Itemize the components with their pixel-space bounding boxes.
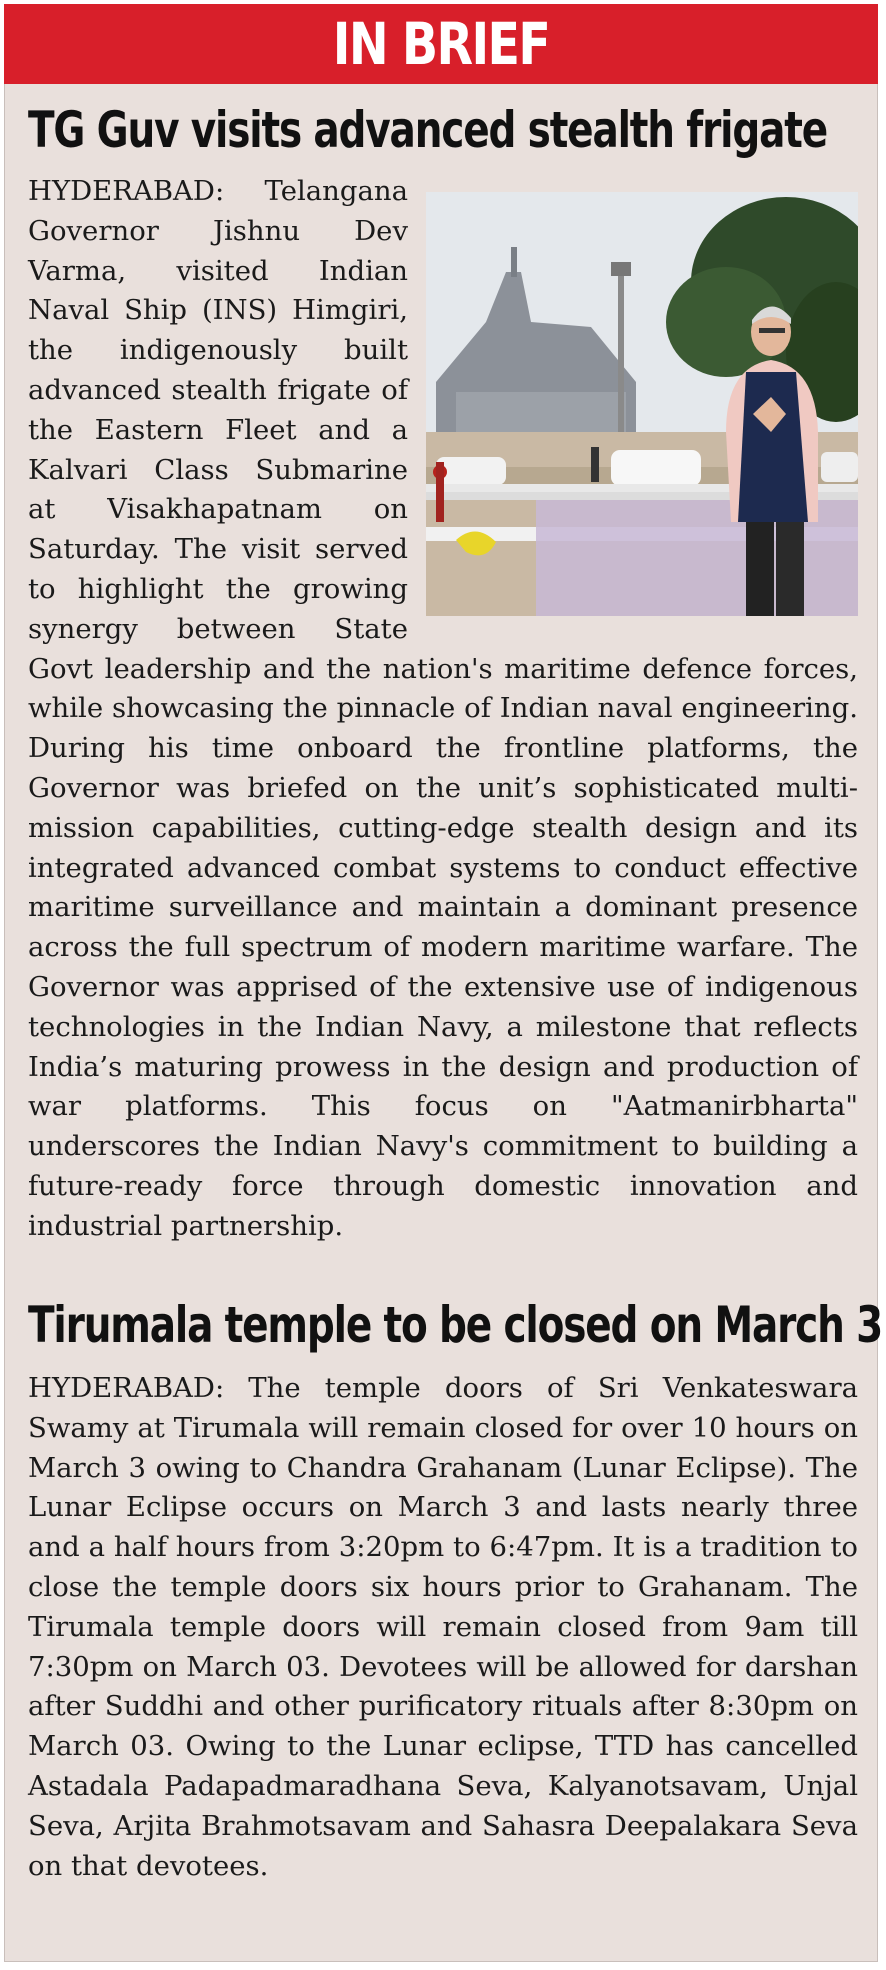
article-2-headline: Tirumala temple to be closed on March 3: [28, 1296, 883, 1354]
article-2-body-container: [28, 1369, 858, 1886]
article-1-body-container: [28, 172, 858, 1247]
section-title: IN BRIEF: [332, 10, 550, 78]
article-1-photo: [426, 192, 858, 616]
article-2-body: HYDERABAD: The temple doors of Sri Venkateswara Swamy at Tirumala will remain closed for over 10 hours on March 3 owing to Chandra Grahanam (Lunar Eclipse). The Lunar Eclipse occurs on March 3 and lasts nearly three and a half hours from 3:20pm to 6:47pm. It is a tradition to close the temple doors six hours prior to Grahanam. The Tirumala temple doors will remain closed from 9am till 7:30pm on March 03. Devotees will be allowed for darshan after Suddhi and other purificatory rituals after 8:30pm on March 03. Owing to the Lunar eclipse, TTD has cancelled Astadala Padapadmaradhana Seva, Kalyanotsavam, Unjal Seva, Arjita Brahmotsavam and Sahasra Deepalakara Seva on that devotees.: [28, 1372, 858, 1882]
article-1-headline: TG Guv visits advanced stealth frigate: [28, 101, 828, 159]
article-1-body: HYDERABAD: Telangana Governor Jishnu Dev Varma, visited Indian Naval Ship (INS) Himgiri, the indigenously built advanced stealth frigate of the Eastern Fleet and a Kalvari Class Submarine at Visakhapatnam on Saturday. The visit served to highlight the growing synergy between State Govt leadership and the nation's maritime defence forces, while showcasing the pinnacle of Indian naval engineering. During his time onboard the frontline platforms, the Governor was briefed on the unit’s sophisticated multi-mission capabilities, cutting-edge stealth design and its integrated advanced combat systems to conduct effective maritime surveillance and maintain a dominant presence across the full spectrum of modern maritime warfare. The Governor was apprised of the extensive use of indigenous technologies in the Indian Navy, a milestone that reflects India’s maturing prowess in the design and production of war platforms. This focus on "Aatmanirbharta" underscores the Indian Navy's commitment to building a future-ready force through domestic innovation and industrial partnership.: [28, 175, 858, 1242]
section-banner: [4, 4, 878, 84]
